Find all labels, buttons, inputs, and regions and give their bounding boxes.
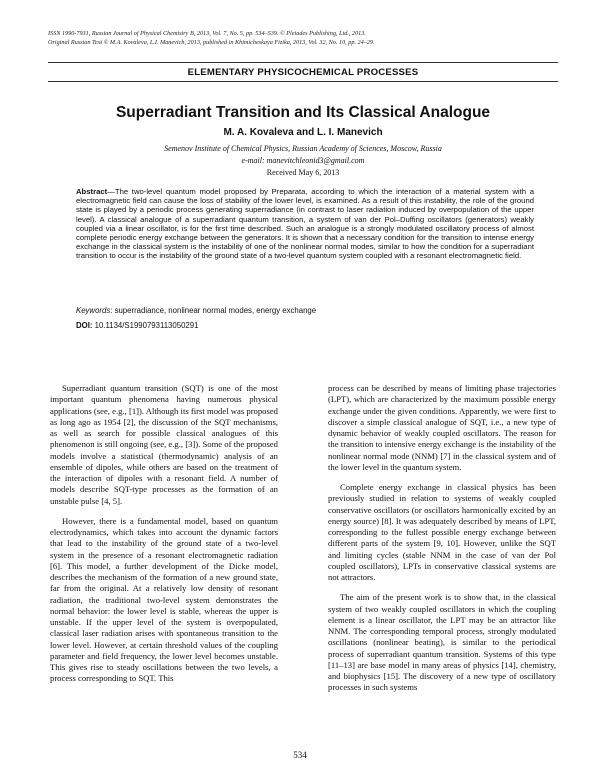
doi-label: DOI: (76, 321, 93, 330)
rule-top (48, 62, 558, 63)
paragraph: process can be described by means of limiting phase trajectories (LPT), which are characterized by the maximum possible energy exchange under the given conditions. Apparently, we were first to discover a simple classical analogue of SQT, i.e., a new type of dynamic behavior of weakly coupled oscillators. The reason for the transition to intensive energy exchange is the instability of the nonlinear normal mode (NNM) [7] in the classical system and of the lower level in the quantum system. (328, 383, 556, 472)
keywords (76, 306, 534, 315)
authors: M. A. Kovaleva and L. I. Manevich (223, 127, 383, 138)
paragraph: However, there is a fundamental model, based on quantum electrodynamics, which takes into account the dynamic factors that lead to the instability of the ground state of a two-level system in the presence of a resonant electromagnetic radiation [6]. This model, a further development of the Dicke model, describes the mechanism of the formation of a new ground state, far from the original. At a relatively low density of resonant radiation, the traditional two-level system demonstrates the normal behavior: the lower level is stable, whereas the upper is unstable. If the upper level of the system is overpopulated, classical laser radiation arises with spontaneous transition to the lower level. However, at certain threshold values of the coupling parameter and field frequency, the lower level becomes unstable. This gives rise to steady oscillations between the two levels, a process corresponding to SQT. This (50, 515, 278, 684)
section-title: ELEMENTARY PHYSICOCHEMICAL PROCESSES (187, 67, 419, 78)
rule-bottom (48, 81, 558, 82)
doi (76, 321, 534, 330)
abstract-label: Abstract (76, 187, 108, 196)
paragraph: Complete energy exchange in classical physics has been previously studied in relation to systems of weakly coupled conservative oscillators (or oscillators harmonically excited by an energy source) [8]. It was adequately described by means of LPT, corresponding to the fullest possible energy exchange between different parts of the system [9, 10]. However, unlike the SQT and limiting cycles (stable NNM in the case of van der Pol coupled oscillators), LPTs in conservative classical systems are not attractors. (328, 482, 556, 582)
article-title: Superradiant Transition and Its Classical Analogue (115, 104, 491, 121)
abstract (76, 187, 534, 261)
doi-value: 10.1134/S1990793113050291 (92, 321, 199, 330)
original-text-line: Original Russian Text © M.A. Kovaleva, L.I. Manevich, 2013, published in Khimicheskaya Fizika, 2013, Vol. 32, No. 10, pp. 24–29. (48, 39, 375, 46)
section-header (48, 62, 558, 82)
paragraph: Superradiant quantum transition (SQT) is one of the most important quantum phenomena having numerous physical applications (see, e.g., [1]). Although its first model was proposed as long ago as 1954 [2], the discussion of the SQT mechanisms, as well as search for possible classical analogues of this phenomenon is still ongoing (see, e.g., [3]). Some of the proposed models involve a statistical (thermodynamic) analysis of an ensemble of dipoles, while others are based on the treatment of the interaction of dipoles with a resonant field. A number of models describe SQT-type processes as the formation of an unstable pulse [4, 5]. (50, 383, 278, 506)
keywords-text: : superradiance, nonlinear normal modes, energy exchange (110, 306, 317, 315)
journal-citation-line: ISSN 1990-7931, Russian Journal of Physical Chemistry B, 2013, Vol. 7, No. 5, pp. 534–539. © Pleiades Publishing, Ltd., 2013. (48, 30, 366, 37)
page-number: 534 (293, 750, 307, 760)
email: e-mail: manevitchleonid3@gmail.com (241, 156, 365, 165)
received-date: Received May 6, 2013 (266, 168, 340, 177)
keywords-label: Keywords (76, 306, 111, 315)
paragraph: The aim of the present work is to show that, in the classical system of two weakly coupled oscillators in which the coupling element is a linear oscillator, the LPT may be an attractor like NNM. The corresponding temporal process, strongly modulated oscillations (nonlinear beating), is similar to the periodical process of superradiant quantum transition. Systems of this type [11–13] are base model in many areas of physics [14], chemistry, and biophysics [15]. The discovery of a new type of oscillatory processes in such systems (328, 592, 556, 693)
body-column-left (50, 383, 278, 694)
body-column-right (328, 383, 556, 703)
abstract-text: —The two-level quantum model proposed by Preparata, according to which the interaction of a material system with a electromagnetic field can cause the loss of stability of the lower level, is examined. As a result of this instability, the role of the ground state is played by a periodic process generating superradiance (in contrast to laser radiation induced by overpopulation of the upper level). A classical analogue of a superradiant quantum transition, a system of van der Pol–Duffing oscillators (generators) weakly coupled via a linear oscillator, is for the first time described. Such an analogue is a strongly modulated oscillatory process of almost complete periodic energy exchange between the generators. It is shown that a necessary condition for the transition to intense energy exchange in the classical system is the instability of one of the nonlinear normal modes, similar to how the condition for a superradiant transition to occur is the instability of the ground state of a two-level quantum system coupled with a resonant electromagnetic field. (76, 187, 534, 261)
affiliation: Semenov Institute of Chemical Physics, Russian Academy of Sciences, Moscow, Russia (164, 144, 442, 153)
